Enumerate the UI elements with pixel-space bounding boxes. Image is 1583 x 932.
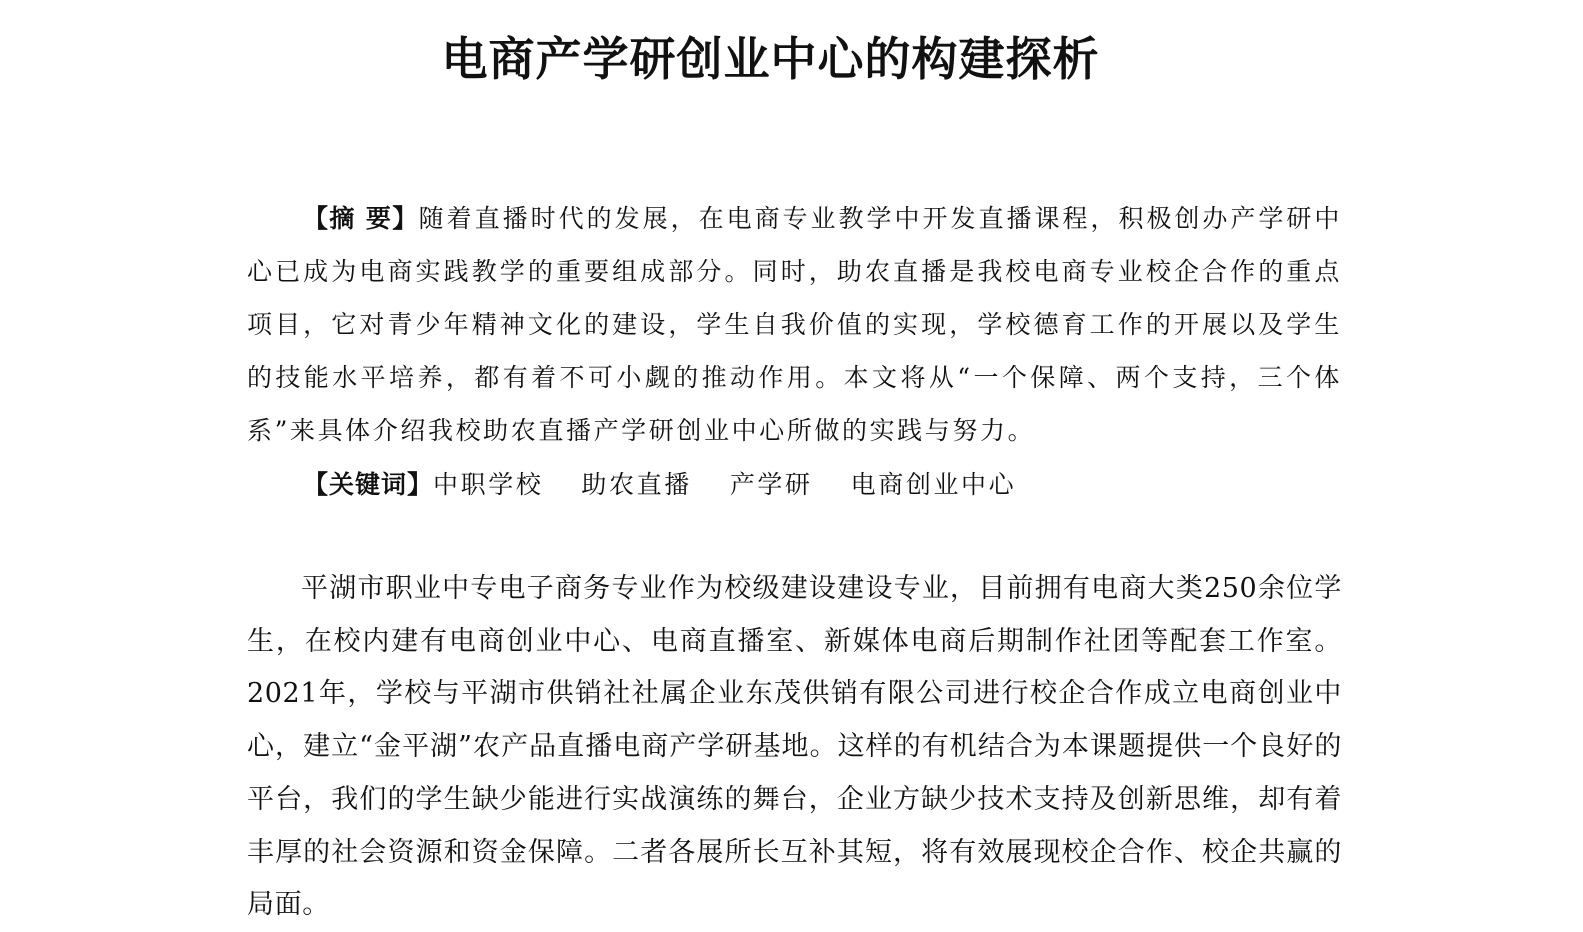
body-paragraph: 平湖市职业中专电子商务专业作为校级建设建设专业，目前拥有电商大类250余位学生，在校内建有电商创业中心、电商直播室、新媒体电商后期制作社团等配套工作室。2021年，学校与平湖市供销社社属企业东茂供销有限公司进行校企合作成立电商创业中心，建立“金平湖”农产品直播电商产学研基地。这样的有机结合为本课题提供一个良好的平台，我们的学生缺少能进行实战演练的舞台，企业方缺少技术支持及创新思维，却有着丰厚的社会资源和资金保障。二者各展所长互补其短，将有效展现校企合作、校企共赢的局面。: [247, 573, 1342, 921]
abstract-text: 随着直播时代的发展，在电商专业教学中开发直播课程，积极创办产学研中心已成为电商实践教学的重要组成部分。同时，助农直播是我校电商专业校企合作的重点项目，它对青少年精神文化的建设，学生自我价值的实现，学校德育工作的开展以及学生的技能水平培养，都有着不可小觑的推动作用。本文将从“一个保障、两个支持，三个体系”来具体介绍我校助农直播产学研创业中心所做的实践与努力。: [247, 204, 1342, 445]
keyword-item: 中职学校: [433, 470, 544, 499]
keyword-item: 助农直播: [581, 470, 692, 499]
keywords-label: 【关键词】: [303, 470, 434, 499]
abstract-paragraph: [247, 192, 1342, 457]
keywords-line: [303, 458, 1303, 511]
keyword-item: 产学研: [729, 470, 813, 499]
keyword-item: 电商创业中心: [850, 470, 1017, 499]
abstract-label: 【摘 要】: [303, 204, 419, 233]
paper-title: 电商产学研创业中心的构建探析: [441, 32, 1100, 86]
